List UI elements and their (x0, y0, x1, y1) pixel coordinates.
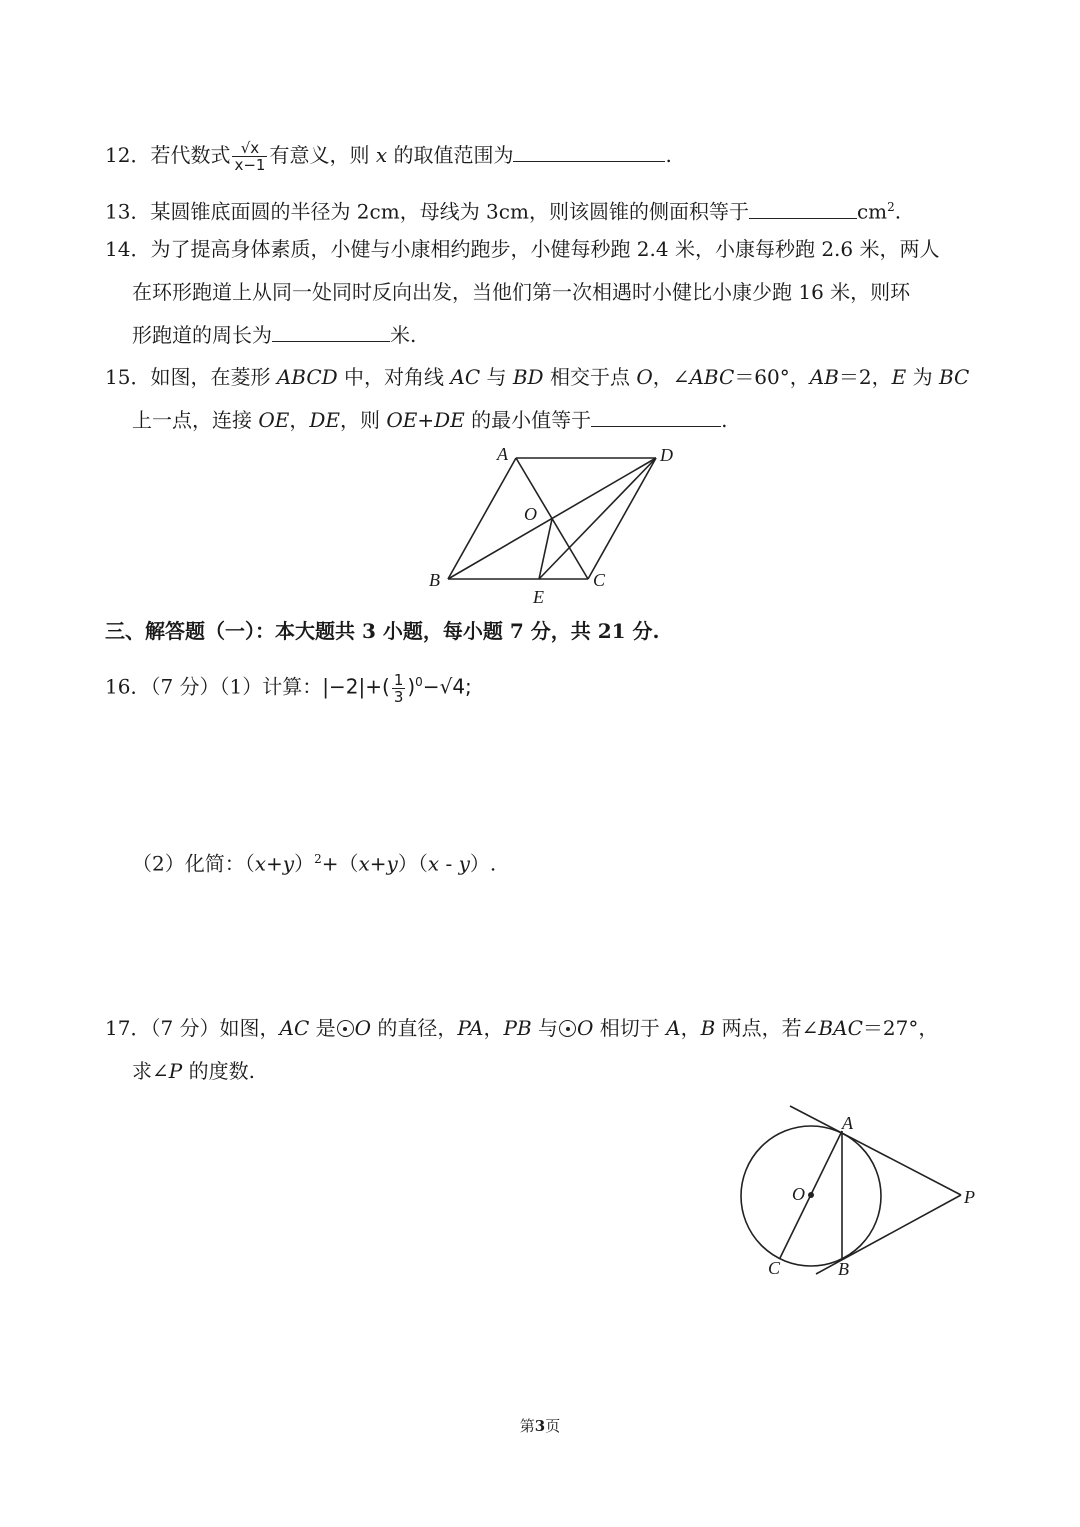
question-14-line-2: 在环形跑道上从同一处同时反向出发，当他们第一次相遇时小健比小康少跑 16 米，则环 (132, 280, 911, 304)
circle-dot-symbol (337, 1020, 354, 1037)
question-number: 14． (105, 237, 151, 261)
tangent-pa (790, 1106, 961, 1195)
label-b: B (429, 570, 440, 590)
label-c: C (593, 570, 606, 590)
segment-oe (539, 519, 552, 579)
question-16-part-1: 16．（7 分）（1）计算：|−2|+( $\frac{1}{3}$ )$^0$−√4; (105, 670, 472, 706)
question-number: 13． (105, 199, 151, 224)
label-a: A (497, 444, 508, 464)
circle-dot-symbol (559, 1020, 576, 1037)
label-o: O (524, 504, 537, 524)
label-a: A (842, 1113, 853, 1133)
label-c: C (768, 1258, 781, 1278)
question-15-line-2: 上一点，连接 OE，DE，则 OE+DE 的最小值等于 . (132, 408, 728, 432)
answer-blank[interactable] (749, 198, 857, 219)
rhombus-figure (420, 440, 700, 610)
question-16-part-2: （2）化简：$(x+y)^2+(x+y)(x - y)$. (132, 851, 497, 876)
page-footer: 第3页 (519, 1417, 561, 1435)
question-number: 17． (105, 1016, 151, 1040)
center-point (808, 1192, 814, 1198)
question-14-line-3: 形跑道的周长为 米. (132, 323, 417, 347)
question-14-line-1: 14．为了提高身体素质，小健与小康相约跑步，小健每秒跑 2.4 米，小康每秒跑 2.6 米，两人 (105, 237, 940, 261)
label-e: E (533, 587, 544, 607)
circle-tangent-figure (730, 1100, 990, 1285)
section-3-heading: 三、解答题（一）：本大题共 3 小题，每小题 7 分，共 21 分. (105, 619, 660, 643)
question-17-line-1: 17．（7 分）如图，AC 是 O 的直径，PA，PB 与 O 相切于 A，B 两点，若∠BAC＝27°， (105, 1016, 939, 1040)
label-b: B (838, 1259, 849, 1279)
question-number: 12． (105, 143, 151, 167)
page-number: 3 (534, 1417, 546, 1435)
question-17-line-2: 求∠P 的度数. (132, 1059, 255, 1083)
fraction: $\frac{1}{3}$ (393, 670, 404, 706)
label-d: D (660, 445, 673, 465)
answer-blank[interactable] (513, 141, 665, 162)
question-12: 12．若代数式 $\frac{√x}{x-1}$ 有意义，则 x 的取值范围为 . (105, 139, 672, 174)
segment-ab (448, 458, 516, 579)
answer-blank[interactable] (272, 321, 390, 342)
question-15-line-1: 15．如图，在菱形 ABCD 中，对角线 AC 与 BD 相交于点 O，∠ABC＝60°，AB＝2，E 为 BC (105, 365, 970, 389)
label-o: O (792, 1184, 805, 1204)
question-number: 15． (105, 365, 151, 389)
answer-blank[interactable] (591, 406, 721, 427)
diagonal-bd (448, 458, 656, 579)
label-p: P (964, 1187, 975, 1207)
question-13: 13．某圆锥底面圆的半径为 2cm，母线为 3cm，则该圆锥的侧面积等于 $cm^2$. (105, 199, 902, 224)
question-number: 16． (105, 674, 151, 699)
fraction: $\frac{√x}{x-1}$ (234, 139, 266, 174)
